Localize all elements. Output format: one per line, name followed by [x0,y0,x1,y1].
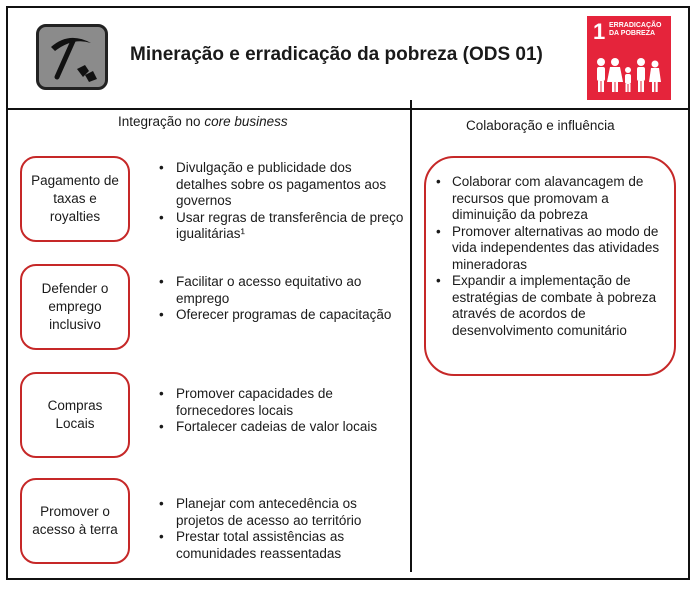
family-icon [593,56,665,94]
list-item: • Fortalecer cadeias de valor locais [156,419,406,436]
pickaxe-icon [36,24,108,90]
section-label-local-purchases: Compras Locais [20,372,130,458]
list-item: • Divulgação e publicidade dos detalhes sobre os pagamentos aos governos [156,160,406,210]
list-item: • Facilitar o acesso equitativo ao emprego [156,274,406,307]
section-bullets-taxes [156,160,406,243]
sdg-number: 1 [593,19,606,44]
header [8,8,688,110]
section-label-land-access: Promover o acesso à terra [20,478,130,564]
sdg-label: ERRADICAÇÃO DA POBREZA [609,22,662,37]
list-item: • Promover alternativas ao modo de vida independentes das atividades mineradoras [434,224,674,274]
section-bullets-local-purchases [156,386,406,436]
list-item: • Promover capacidades de fornecedores locais [156,386,406,419]
list-item: • Usar regras de transferência de preço igualitárias¹ [156,210,406,243]
collaboration-bullets [434,174,674,339]
list-item: • Oferecer programas de capacitação [156,307,406,324]
list-item: • Prestar total assistências as comunidades reassentadas [156,529,406,562]
list-item: • Colaborar com alavancagem de recursos que promovam a diminuição da pobreza [434,174,674,224]
list-item: • Planejar com antecedência os projetos de acesso ao território [156,496,406,529]
left-column-heading: Integração no core business [118,114,288,129]
section-label-taxes: Pagamento de taxas e royalties [20,156,130,242]
section-label-employment: Defender o emprego inclusivo [20,264,130,350]
section-bullets-land-access [156,496,406,562]
sdg-badge [587,16,671,100]
right-column-heading: Colaboração e influência [466,118,615,133]
page-title: Mineração e erradicação da pobreza (ODS 01) [130,44,543,65]
list-item: • Expandir a implementação de estratégias de combate à pobreza através de acordos de desenvolvimento comunitário [434,273,674,339]
section-bullets-employment [156,274,406,324]
column-divider [410,100,412,572]
